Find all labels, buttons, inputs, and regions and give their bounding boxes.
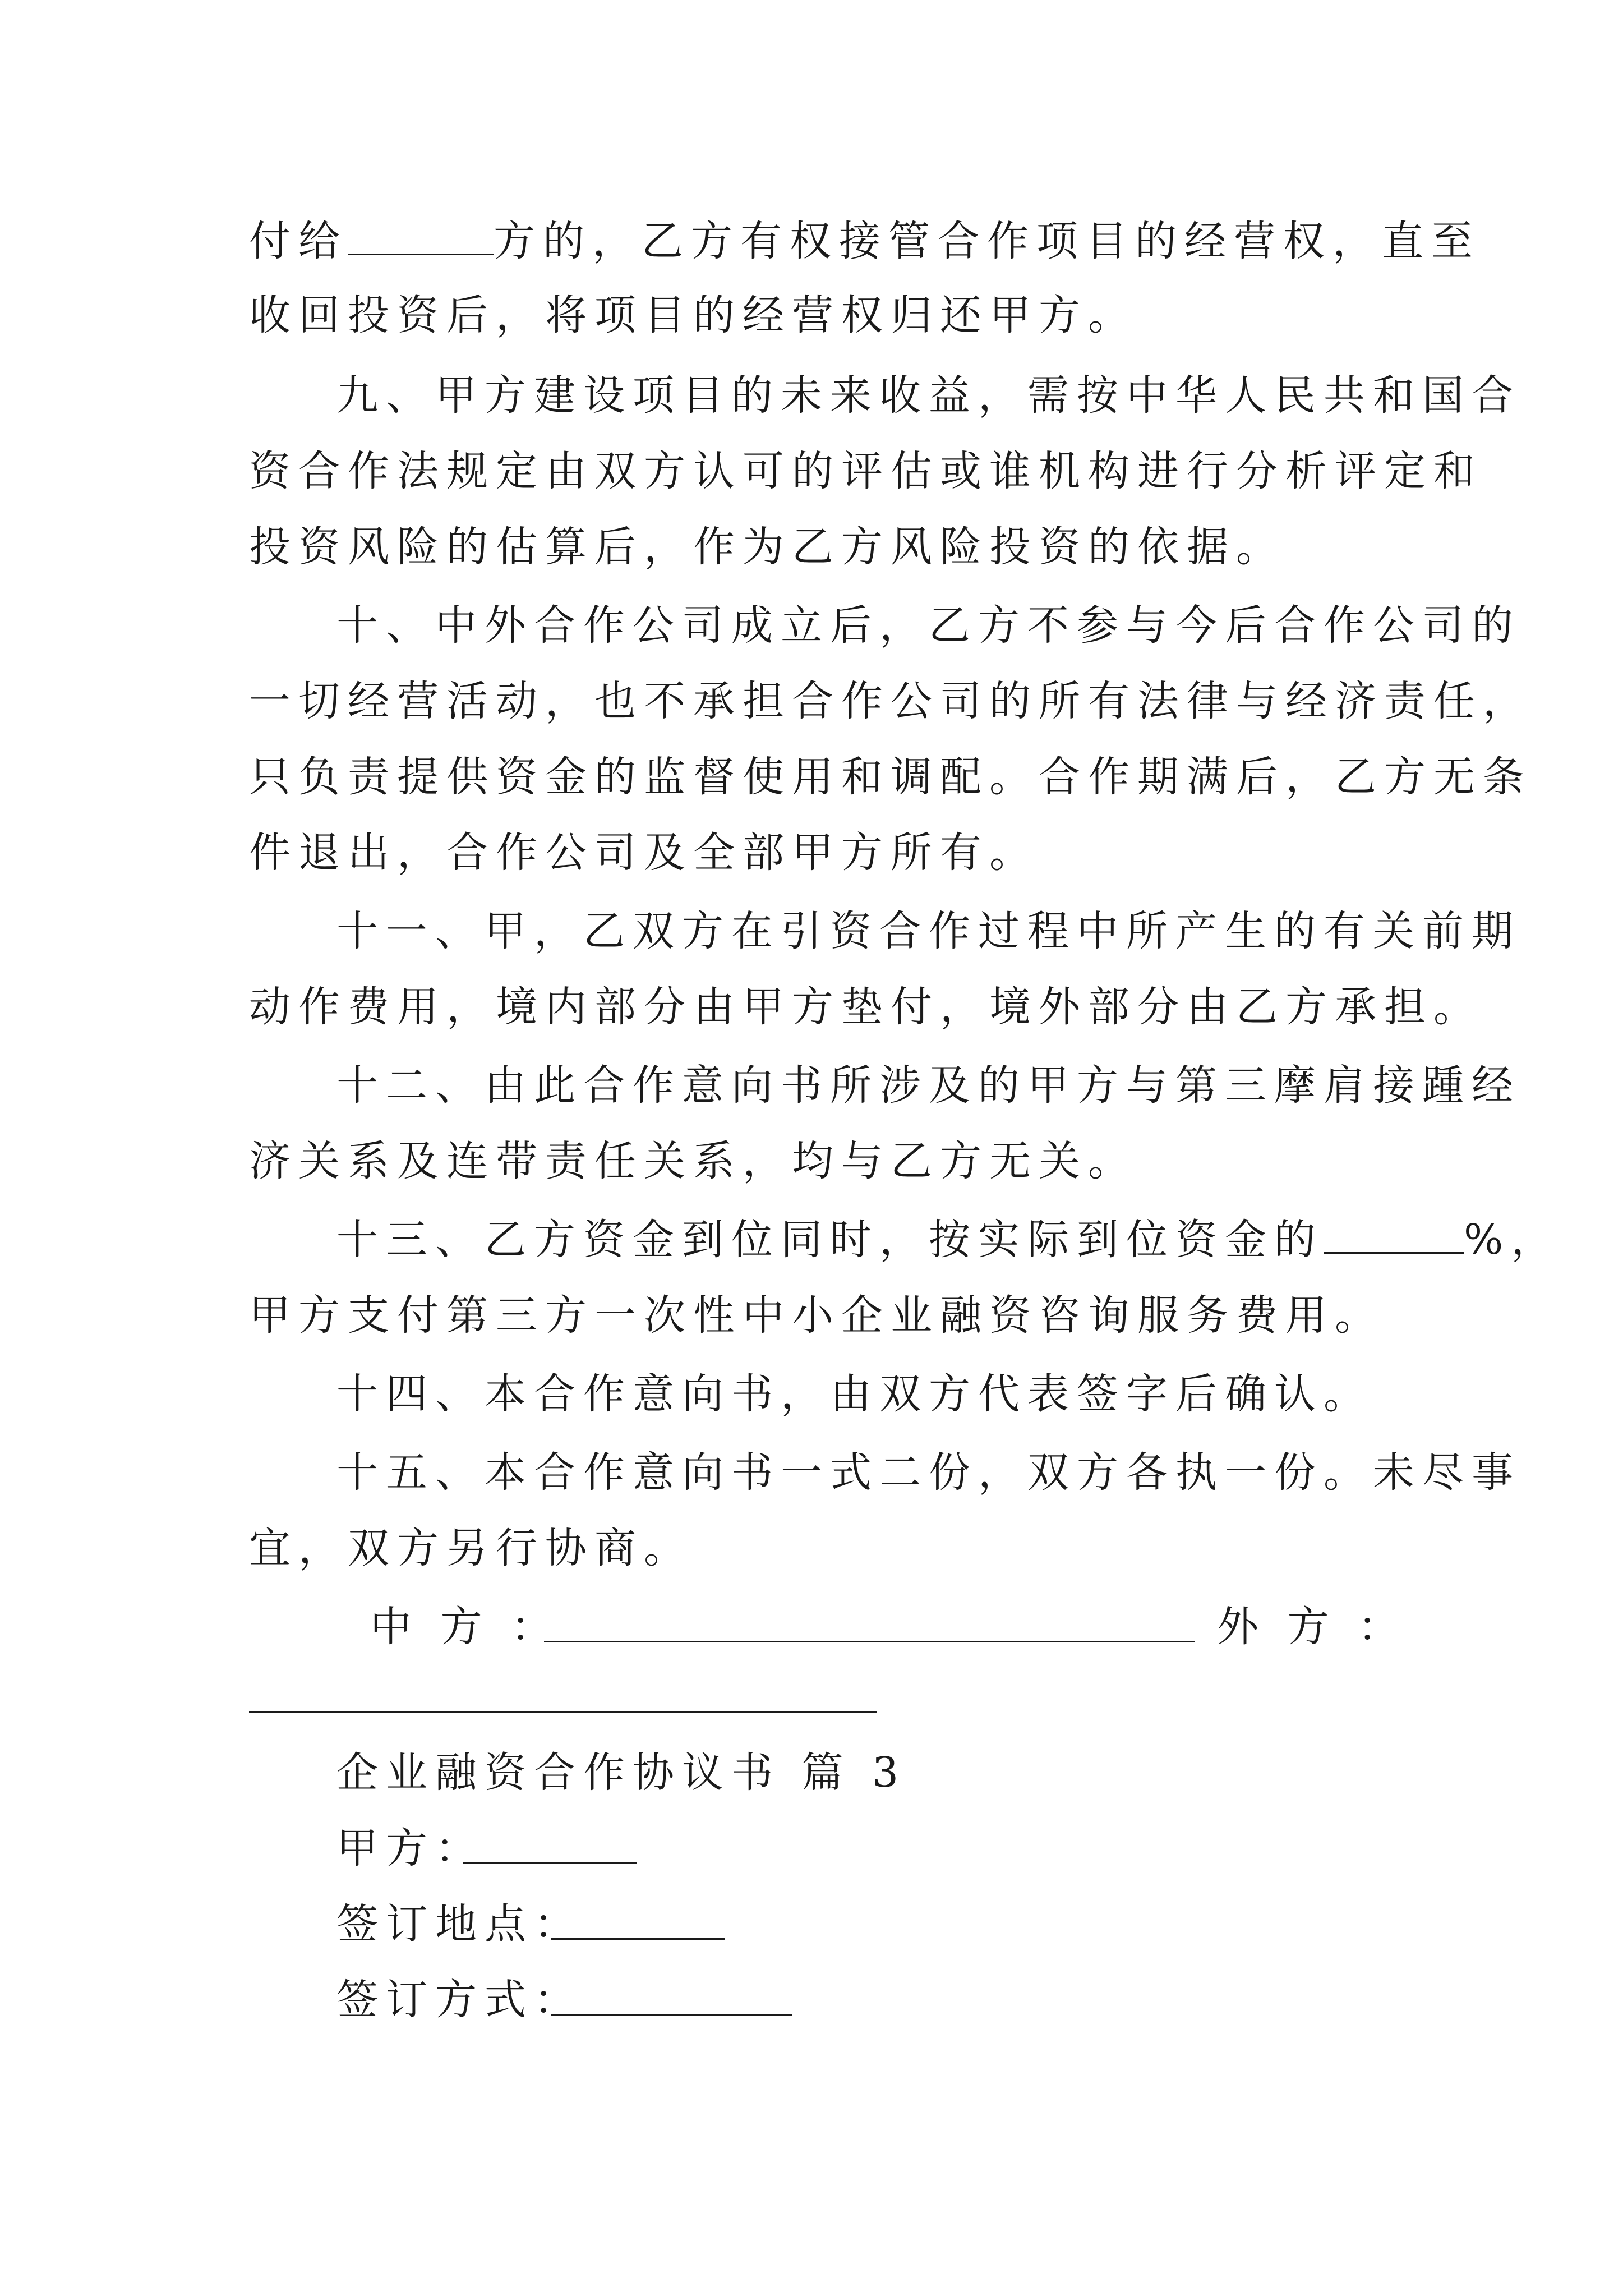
field-party-a-blank [463, 1862, 637, 1864]
paragraph-13-line-2: 甲方支付第三方一次性中小企业融资咨询服务费用。 [249, 1291, 1384, 1340]
fill-in-blank [1324, 1213, 1464, 1254]
paragraph-10-line-3: 只负责提供资金的监督使用和调配。合作期满后，乙方无条 [249, 753, 1532, 801]
field-method-blank [551, 2014, 792, 2016]
paragraph-10-line-2: 一切经营活动，也不承担合作公司的所有法律与经济责任， [249, 677, 1532, 725]
text-segment: 付给 [249, 217, 348, 265]
signature-line-zhong [544, 1641, 1195, 1642]
signature-label-wai: 外 方 ： [1217, 1603, 1408, 1651]
paragraph-10-line-1: 十、中外合作公司成立后，乙方不参与今后合作公司的 [336, 601, 1521, 650]
text-segment: 方的，乙方有权接管合作项目的经营权，直至 [494, 217, 1481, 265]
paragraph-12-line-2: 济关系及连带责任关系，均与乙方无关。 [249, 1137, 1137, 1185]
signature-line-wai [249, 1711, 877, 1713]
paragraph-8-line-1 [249, 213, 1481, 269]
field-place-label: 签订地点： [336, 1900, 583, 1948]
signature-label-zhong: 中 方 ： [370, 1603, 561, 1651]
paragraph-9-line-2: 资合作法规定由双方认可的评估或谁机构进行分析评定和 [249, 447, 1483, 495]
paragraph-11-line-1: 十一、甲，乙双方在引资合作过程中所产生的有关前期 [336, 907, 1521, 955]
paragraph-9-line-1: 九、甲方建设项目的未来收益，需按中华人民共和国合 [336, 371, 1521, 420]
text-segment: 十三、乙方资金到位同时，按实际到位资金的 [336, 1216, 1324, 1264]
field-party-a-label: 甲方： [336, 1824, 485, 1872]
field-place-blank [551, 1938, 725, 1940]
fill-in-blank [348, 214, 494, 255]
paragraph-15-line-1: 十五、本合作意向书一式二份，双方各执一份。未尽事 [336, 1448, 1521, 1497]
paragraph-10-line-4: 件退出，合作公司及全部甲方所有。 [249, 829, 1039, 877]
paragraph-9-line-3: 投资风险的估算后，作为乙方风险投资的依据。 [249, 523, 1285, 571]
paragraph-14-line-1: 十四、本合作意向书，由双方代表签字后确认。 [336, 1370, 1373, 1418]
text-segment: %， [1464, 1216, 1561, 1264]
paragraph-11-line-2: 动作费用，境内部分由甲方垫付，境外部分由乙方承担。 [249, 983, 1483, 1031]
paragraph-13-line-1 [336, 1212, 1560, 1268]
section-title: 企业融资合作协议书 篇 3 [336, 1749, 907, 1797]
paragraph-8-line-2: 收回投资后，将项目的经营权归还甲方。 [249, 291, 1137, 339]
paragraph-15-line-2: 宜，双方另行协商。 [249, 1524, 693, 1572]
paragraph-12-line-1: 十二、由此合作意向书所涉及的甲方与第三摩肩接踵经 [336, 1061, 1521, 1110]
field-method-label: 签订方式： [336, 1976, 583, 2024]
